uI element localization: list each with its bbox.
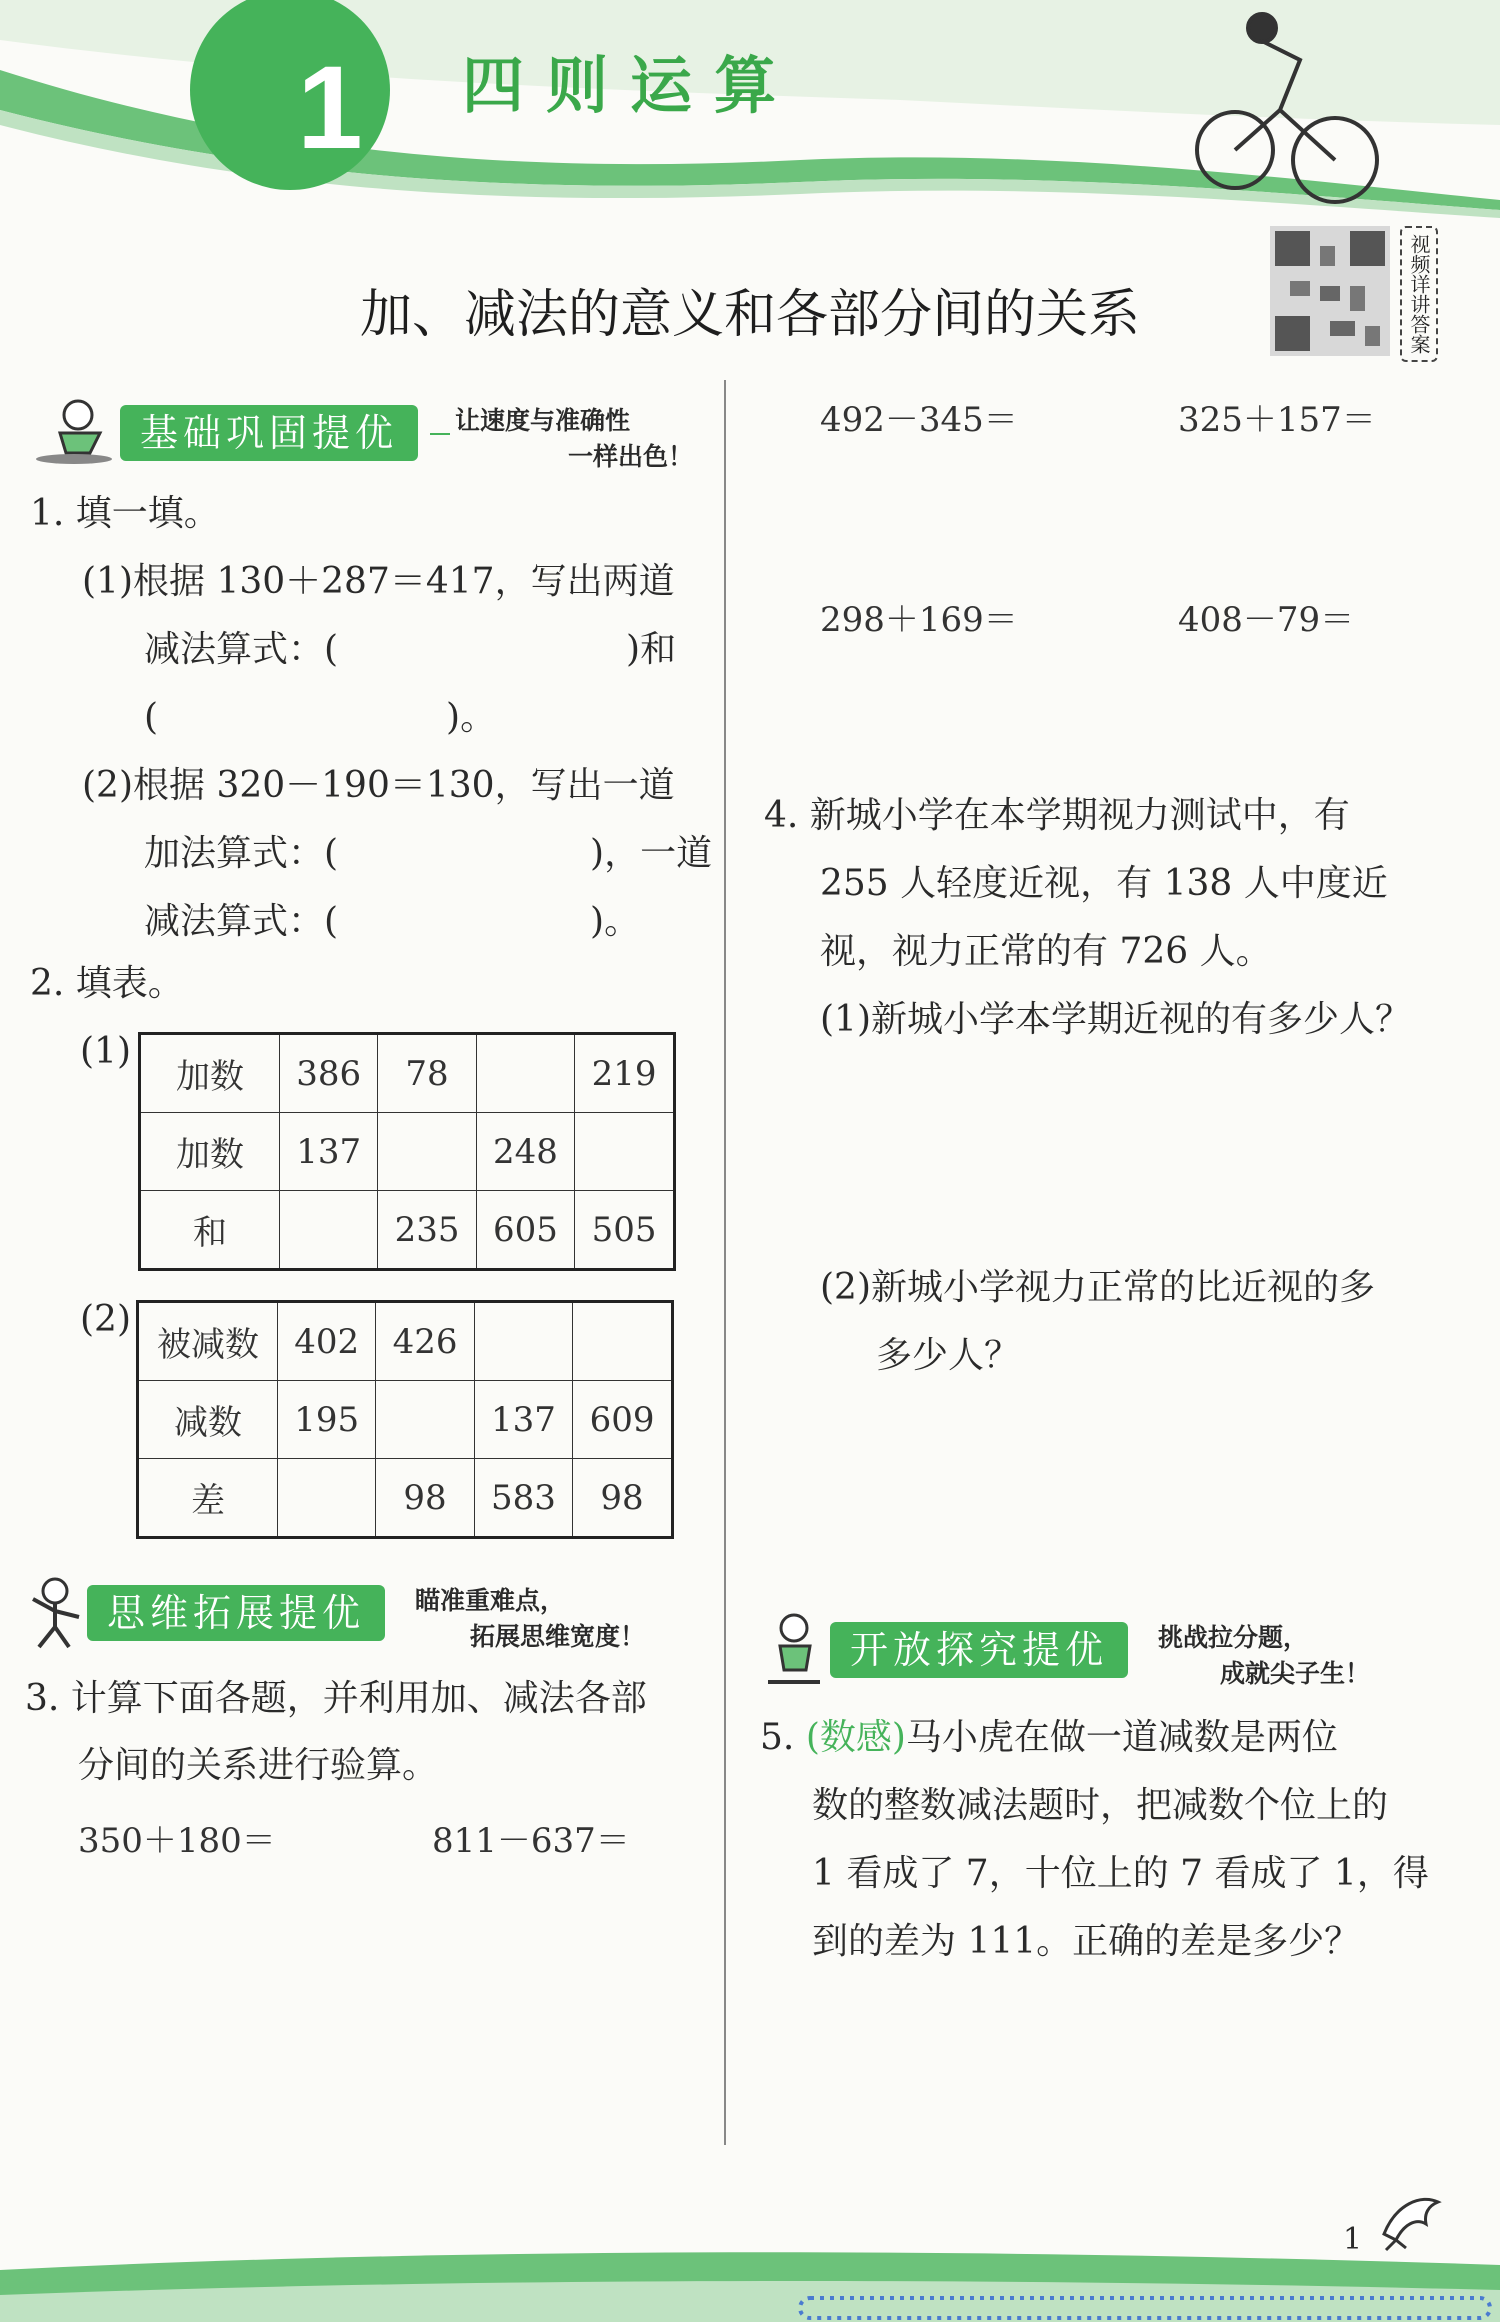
calc-item: 350＋180＝: [78, 1821, 276, 1861]
q5-tag: (数感): [805, 1717, 906, 1758]
table-cell[interactable]: [573, 1302, 673, 1381]
fill-table-2: [136, 1300, 674, 1539]
unit-number: 1: [297, 42, 363, 174]
section-slogan-line1: 挑战拉分题，: [1158, 1623, 1309, 1652]
q1-p2-line1: (2)根据 320－190＝130，写出一道: [82, 765, 675, 806]
q5-line2: 数的整数减法题时，把减数个位上的: [812, 1785, 1389, 1826]
calc-item: 325＋157＝: [1178, 400, 1376, 440]
table-row: [140, 1113, 675, 1191]
table-row: [140, 1034, 675, 1113]
calc-item: 492－345＝: [820, 400, 1018, 440]
table-cell: 137: [474, 1381, 572, 1459]
table-cell[interactable]: [278, 1459, 376, 1538]
table-cell[interactable]: [474, 1302, 572, 1381]
q1-p2-line2: 加法算式：( )，一道: [144, 833, 713, 874]
q1-title: 1. 填一填。: [30, 493, 220, 534]
unit-title: 四则运算: [462, 49, 799, 122]
qr-label: 视频详讲答案: [1400, 226, 1438, 362]
calc-item: 408－79＝: [1178, 600, 1355, 640]
table-cell: 195: [278, 1381, 376, 1459]
page-number: 1: [1343, 2222, 1363, 2257]
calc-item: 298＋169＝: [820, 600, 1018, 640]
table-header-cell: 加数: [140, 1113, 280, 1191]
table-cell: 235: [378, 1191, 476, 1270]
table-row: [138, 1381, 673, 1459]
table-header-cell: 减数: [138, 1381, 278, 1459]
table-cell: 98: [376, 1459, 474, 1538]
table-cell: 78: [378, 1034, 476, 1113]
q5-number: 5.: [760, 1717, 795, 1758]
table-cell: 609: [573, 1381, 673, 1459]
q5-line3: 1 看成了 7，十位上的 7 看成了 1，得: [812, 1853, 1429, 1894]
fill-table-1: [138, 1032, 676, 1271]
section-banner-open: [758, 1622, 1458, 1688]
q5-line1-text: 马小虎在做一道减数是两位: [905, 1717, 1338, 1758]
section-banner-basic: [30, 405, 730, 471]
calc-item: 811－637＝: [432, 1821, 630, 1861]
q1-p1-line1: (1)根据 130＋287＝417，写出两道: [82, 561, 675, 602]
q4-sub2-line2: 多少人？: [876, 1335, 1021, 1376]
q1-p1-line2: 减法算式：( )和: [144, 629, 677, 670]
qr-code-icon[interactable]: [1270, 226, 1390, 356]
table-row: [138, 1459, 673, 1538]
table-header-cell: 被减数: [138, 1302, 278, 1381]
table-cell: 402: [278, 1302, 376, 1381]
q4-line3: 视，视力正常的有 726 人。: [820, 931, 1272, 972]
section-slogan-line2: 成就尖子生！: [1220, 1659, 1371, 1688]
mascot-dancer-icon: [25, 1577, 87, 1651]
table-cell[interactable]: [376, 1381, 474, 1459]
section-label: 开放探究提优: [830, 1622, 1128, 1678]
table-cell[interactable]: [476, 1034, 574, 1113]
table-cell: 426: [376, 1302, 474, 1381]
table-cell[interactable]: [280, 1191, 378, 1270]
table-cell: 583: [474, 1459, 572, 1538]
section-label: 基础巩固提优: [120, 405, 418, 461]
table-cell[interactable]: [575, 1113, 675, 1191]
table-cell: 248: [476, 1113, 574, 1191]
table-cell: 219: [575, 1034, 675, 1113]
table-cell: 505: [575, 1191, 675, 1270]
q4-sub1: (1)新城小学本学期近视的有多少人？: [820, 999, 1411, 1040]
lesson-title: 加、减法的意义和各部分间的关系: [359, 285, 1140, 345]
mascot-skateboard-icon: [30, 397, 118, 467]
section-banner-thinking: [25, 1585, 725, 1651]
section-slogan-line2: 拓展思维宽度！: [470, 1622, 646, 1651]
section-label: 思维拓展提优: [87, 1585, 385, 1641]
q3-line1: 3. 计算下面各题，并利用加、减法各部: [25, 1678, 647, 1719]
q4-line1: 4. 新城小学在本学期视力测试中，有: [764, 795, 1350, 836]
q1-p1-line3: ( )。: [144, 697, 497, 738]
table2-label: (2): [80, 1299, 131, 1340]
dolphin-icon: [1376, 2184, 1446, 2254]
section-slogan-line2: 一样出色！: [568, 442, 694, 471]
table-header-cell: 加数: [140, 1034, 280, 1113]
table-cell: 386: [280, 1034, 378, 1113]
mascot-explorer-icon: [758, 1612, 830, 1688]
table-cell: 137: [280, 1113, 378, 1191]
footer-band: [0, 2240, 1500, 2322]
q1-p2-line3: 减法算式：( )。: [144, 901, 641, 942]
q4-line2: 255 人轻度近视，有 138 人中度近: [820, 863, 1388, 904]
table-cell[interactable]: [378, 1113, 476, 1191]
q5-line1: [760, 1714, 1338, 1762]
table-row: [138, 1302, 673, 1381]
table-cell: 605: [476, 1191, 574, 1270]
q2-title: 2. 填表。: [30, 963, 184, 1004]
q5-line4: 到的差为 111。正确的差是多少？: [812, 1921, 1361, 1962]
table-row: [140, 1191, 675, 1270]
section-slogan-line1: 让速度与准确性: [455, 406, 631, 435]
table-cell: 98: [573, 1459, 673, 1538]
q4-sub2-line1: (2)新城小学视力正常的比近视的多: [820, 1267, 1375, 1308]
table1-label: (1): [80, 1031, 131, 1072]
section-slogan-line1: 瞄准重难点，: [415, 1586, 566, 1615]
column-divider: [724, 380, 726, 2145]
q3-line2: 分间的关系进行验算。: [78, 1745, 439, 1786]
table-header-cell: 和: [140, 1191, 280, 1270]
table-header-cell: 差: [138, 1459, 278, 1538]
